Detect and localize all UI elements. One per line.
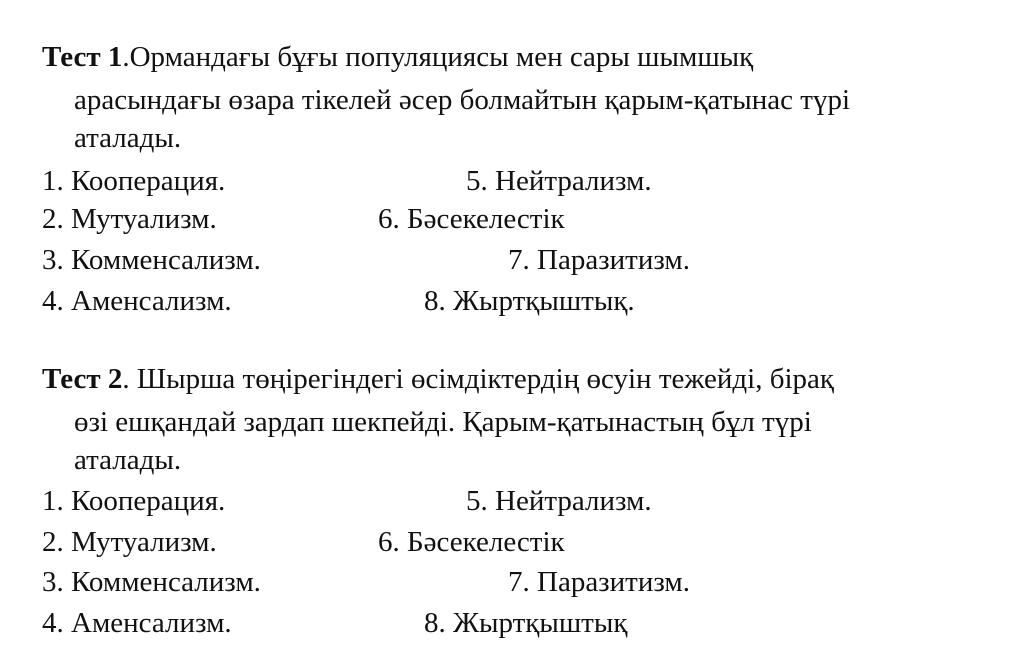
test2-option-8: 8. Жыртқыштық [424,607,628,639]
test1-option-2: 2. Мутуализм. [42,203,217,235]
test1-question-line3: аталады. [74,122,182,154]
test2-question-line2: өзі ешқандай зардап шекпейді. Қарым-қатынастың бұл түрі [74,406,812,438]
test2-option-5: 5. Нейтрализм. [466,485,652,517]
test2-question-line1 [42,362,834,396]
test2-option-2: 2. Мутуализм. [42,526,217,558]
test1-option-4: 4. Аменсализм. [42,285,232,317]
test1-option-8: 8. Жыртқыштық. [424,285,635,317]
test2-option-4: 4. Аменсализм. [42,607,232,639]
test2-option-6: 6. Бәсекелестік [378,526,565,558]
test2-heading: Тест 2 [42,363,123,395]
test2-option-3: 3. Комменсализм. [42,566,261,598]
test1-option-7: 7. Паразитизм. [508,244,691,276]
test1-option-3: 3. Комменсализм. [42,244,261,276]
test1-question-line2: арасындағы өзара тікелей әсер болмайтын қарым-қатынас түрі [74,84,851,116]
test2-option-1: 1. Кооперация. [42,485,226,517]
test2-question-line3: аталады. [74,444,182,476]
test2-question-text: . Шырша төңірегіндегі өсімдіктердің өсуін тежейді, бірақ [122,363,834,395]
test2-option-7: 7. Паразитизм. [508,566,691,598]
test1-question-text: .Ормандағы бұғы популяциясы мен сары шымшық [122,41,754,73]
test1-option-6: 6. Бәсекелестік [378,203,565,235]
test1-option-5: 5. Нейтрализм. [466,165,652,197]
test1-option-1: 1. Кооперация. [42,165,226,197]
test1-heading: Тест 1 [42,41,123,73]
test1-question-line1 [42,40,753,74]
